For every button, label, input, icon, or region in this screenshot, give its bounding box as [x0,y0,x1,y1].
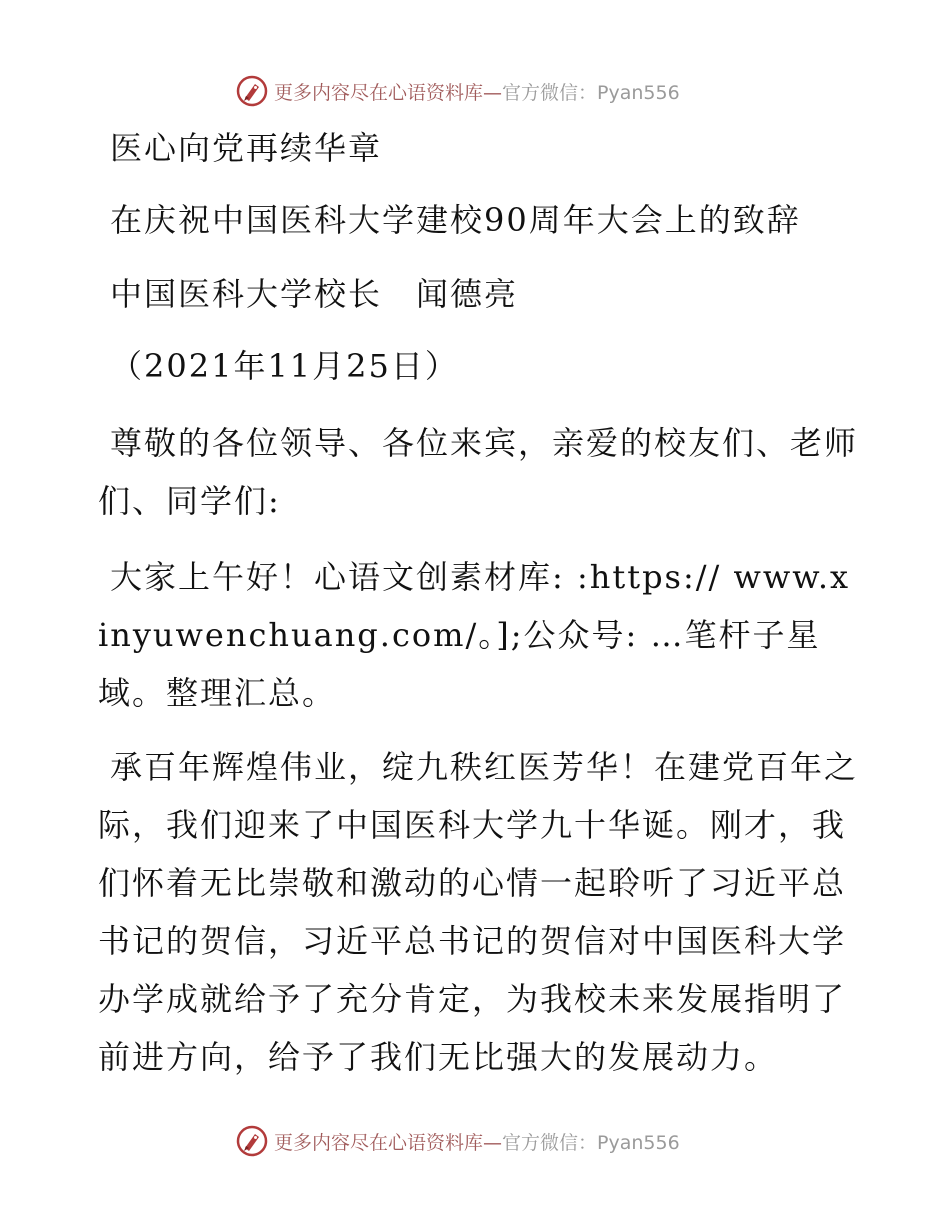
greeting-paragraph: 大家上午好！心语文创素材库: :https:// www.xinyuwenchuang.com/。];公众号: …笔杆子星域。整理汇总。 [98,558,851,712]
watermark-banner-bottom [236,1124,680,1158]
watermark-wechat: 官方微信：Pyan556 [502,1131,680,1154]
watermark-text [274,78,680,105]
watermark-banner-top [236,74,680,108]
watermark-text [274,1128,680,1155]
pen-nib-circle-icon [236,1125,268,1157]
document-author: 中国医科大学校长 闻德亮 [110,275,519,313]
watermark-brand: 更多内容尽在心语资料库— [274,81,503,104]
watermark-wechat: 官方微信：Pyan556 [502,81,680,104]
document-subtitle: 在庆祝中国医科大学建校90周年大会上的致辞 [110,201,801,239]
document-title: 医心向党再续华章 [110,129,383,167]
pen-nib-circle-icon [236,75,268,107]
body-paragraph-1: 承百年辉煌伟业，绽九秩红医芳华！在建党百年之际，我们迎来了中国医科大学九十华诞。刚才，我们怀着无比崇敬和激动的心情一起聆听了习近平总书记的贺信，习近平总书记的贺信对中国医科大学办学成就给予了充分肯定，为我校未来发展指明了前进方向，给予了我们无比强大的发展动力。 [98,748,859,1076]
salutation-paragraph: 尊敬的各位领导、各位来宾，亲爱的校友们、老师们、同学们: [98,424,859,520]
document-date: （2021年11月25日） [110,347,459,385]
watermark-brand: 更多内容尽在心语资料库— [274,1131,503,1154]
